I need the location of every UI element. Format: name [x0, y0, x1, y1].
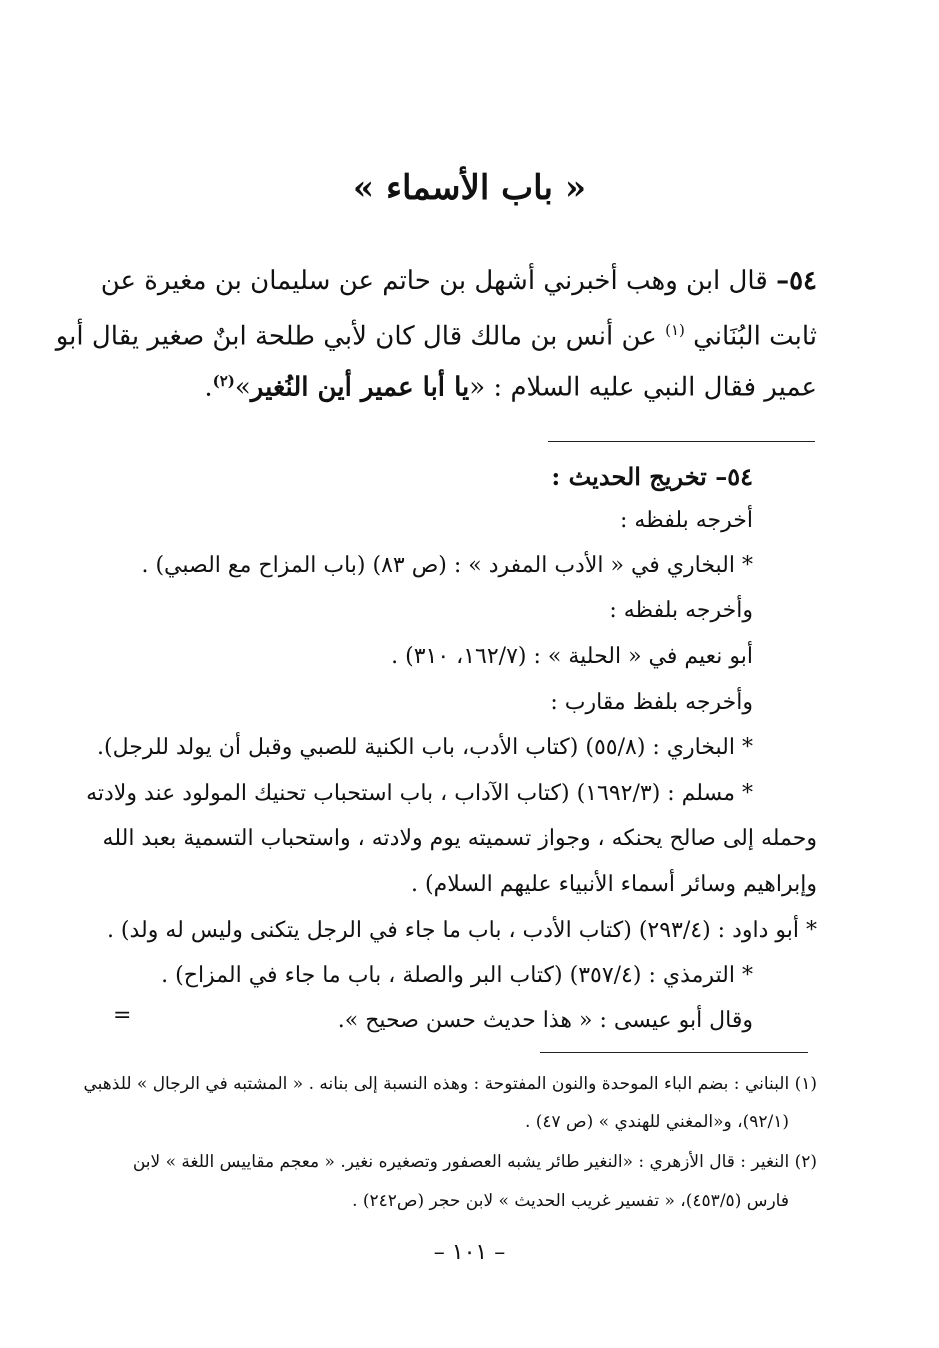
footnote-ref-1: (١) — [665, 321, 685, 339]
footnote-ref-2: (٢) — [212, 372, 235, 390]
footnote-line: (٢) النغير : قال الأزهري : «النغير طائر يشبه العصفور وتصغيره نغير. « معجم مقاييس اللغة » لابن — [132, 1152, 817, 1172]
takhrij-line: * مسلم : (١٦٩٢/٣) (كتاب الآداب ، باب استحباب تحنيك المولود عند ولادته — [86, 781, 753, 806]
takhrij-line: * البخاري : (٥٥/٨) (كتاب الأدب، باب الكنية للصبي وقبل أن يولد للرجل). — [97, 735, 753, 760]
takhrij-line: * أبو داود : (٢٩٣/٤) (كتاب الأدب ، باب ما جاء في الرجل يتكنى وليس له ولد) . — [106, 918, 817, 943]
section-divider — [548, 441, 815, 442]
takhrij-line: أخرجه بلفظه : — [619, 508, 753, 533]
takhrij-line: * الترمذي : (٣٥٧/٤) (كتاب البر والصلة ، باب ما جاء في المزاح) . — [161, 963, 753, 988]
takhrij-line: وأخرجه بلفظ مقارب : — [550, 690, 753, 715]
continuation-mark: = — [113, 1003, 132, 1028]
hadith-line-1 — [101, 266, 817, 296]
footnote-line: (١) البناني : بضم الباء الموحدة والنون المفتوحة : وهذه النسبة إلى بنانه . « المشتبه في الرجال » للذهبي — [83, 1074, 817, 1094]
hadith-text-2a: ثابت البُنَاني — [693, 321, 817, 352]
footnote-line: فارس (٤٥٣/٥)، « تفسير غريب الحديث » لابن حجر (ص٢٤٢) . — [352, 1191, 789, 1211]
hadith-text-2b: عن أنس بن مالك قال كان لأبي طلحة ابنٌ صغير يقال أبو — [55, 321, 657, 352]
footnote-divider — [540, 1052, 808, 1053]
takhrij-line: وإبراهيم وسائر أسماء الأنبياء عليهم السلام) . — [411, 872, 817, 897]
hadith-line-2 — [56, 321, 817, 352]
hadith-text-3a: عمير فقال النبي عليه السلام : « — [469, 372, 817, 403]
takhrij-line: أبو نعيم في « الحلية » : (١٦٢/٧، ٣١٠) . — [391, 644, 753, 669]
hadith-line-3 — [204, 372, 817, 403]
takhrij-line: وقال أبو عيسى : « هذا حديث حسن صحيح ». — [337, 1008, 753, 1033]
takhrij-line: وأخرجه بلفظه : — [609, 598, 753, 623]
chapter-title: « باب الأسماء » — [352, 168, 587, 208]
page-number: – ١٠١ – — [433, 1240, 506, 1265]
hadith-text-3b: » — [234, 372, 251, 403]
takhrij-heading: ٥٤– تخريج الحديث : — [551, 462, 753, 491]
hadith-quote: يا أبا عمير أين النُغير — [250, 372, 470, 403]
hadith-text-3-end: . — [204, 372, 213, 403]
hadith-text-1: قال ابن وهب أخبرني أشهل بن حاتم عن سليمان بن مغيرة عن — [100, 266, 768, 296]
hadith-number: ٥٤– — [776, 266, 817, 296]
takhrij-line: وحمله إلى صالح يحنكه ، وجواز تسميته يوم ولادته ، واستحباب التسمية بعبد الله — [102, 826, 817, 851]
takhrij-line: * البخاري في « الأدب المفرد » : (ص ٨٣) (باب المزاح مع الصبي) . — [141, 553, 753, 578]
footnote-line: (٩٢/١)، و«المغني للهندي » (ص ٤٧) . — [524, 1112, 789, 1132]
